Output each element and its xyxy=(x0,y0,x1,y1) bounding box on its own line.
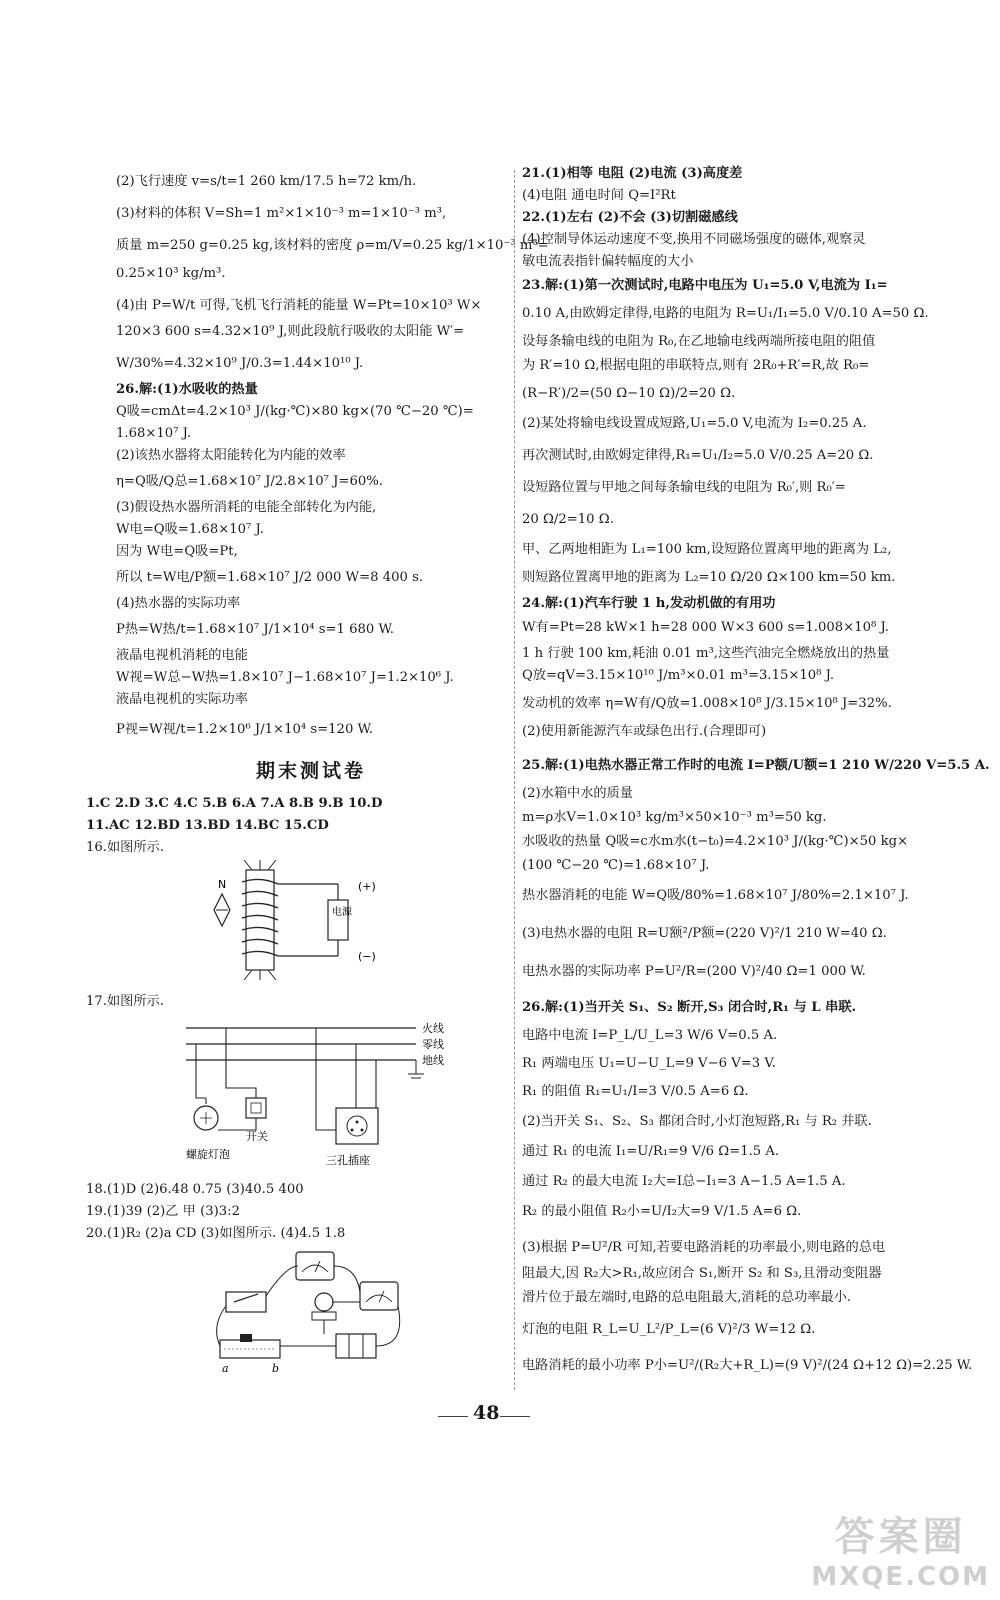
north-label: N xyxy=(218,878,227,891)
text-line: R₁ 两端电压 U₁=U−U_L=9 V−6 V=3 V. xyxy=(522,1056,776,1071)
switch-label: 开关 xyxy=(246,1130,268,1143)
switch-wire xyxy=(226,1028,256,1098)
plus-label: (+) xyxy=(358,880,376,893)
text-line: 设每条输电线的电阻为 R₀,在乙地输电线两端所接电阻的阻值 xyxy=(522,334,876,349)
text-line: 热水器消耗的电能 W=Q吸/80%=1.68×10⁷ J/80%=2.1×10⁷ J. xyxy=(522,888,909,903)
text-line: η=Q吸/Q总=1.68×10⁷ J/2.8×10⁷ J=60%. xyxy=(116,474,383,489)
watermark-url: MXQE.COM xyxy=(811,1562,990,1592)
text-line: 滑片位于最左端时,电路的总电阻最大,消耗的总功率最小. xyxy=(522,1290,852,1305)
text-line: 液晶电视机的实际功率 xyxy=(116,692,248,707)
bulb-label: 螺旋灯泡 xyxy=(186,1148,230,1161)
question-16: 16.如图所示. xyxy=(86,840,164,855)
switch-icon xyxy=(246,1098,266,1118)
question-23: 23.解:(1)第一次测试时,电路中电压为 U₁=5.0 V,电流为 I₁= xyxy=(522,278,888,293)
question-20: 20.(1)R₂ (2)a CD (3)如图所示. (4)4.5 1.8 xyxy=(86,1226,346,1241)
lamp-icon xyxy=(315,1293,333,1311)
coil-windings xyxy=(242,879,278,956)
text-line: (R−R′)/2=(50 Ω−10 Ω)/2=20 Ω. xyxy=(522,386,736,401)
text-line: 设短路位置与甲地之间每条输电线的电阻为 R₀′,则 R₀′= xyxy=(522,480,846,495)
text-line: 甲、乙两地相距为 L₁=100 km,设短路位置离甲地的距离为 L₂, xyxy=(522,542,892,557)
text-line: 为 R′=10 Ω,根据电阻的串联特点,则有 2R₀+R′=R,故 R₀= xyxy=(522,358,870,373)
text-line: 0.10 A,由欧姆定律得,电路的电阻为 R=U₁/I₁=5.0 V/0.10 A=50 Ω. xyxy=(522,306,929,321)
question-heading: 26.解:(1)水吸收的热量 xyxy=(116,382,258,397)
watermark-logo xyxy=(811,1505,990,1592)
question-25: 25.解:(1)电热水器正常工作时的电流 I=P额/U额=1 210 W/220 V=5.5 A. xyxy=(522,758,990,773)
text-line: W电=Q吸=1.68×10⁷ J. xyxy=(116,522,264,537)
bulb-wire xyxy=(196,1044,206,1104)
question-22: 22.(1)左右 (2)不会 (3)切割磁感线 xyxy=(522,210,738,225)
text-line: 0.25×10³ kg/m³. xyxy=(116,266,226,281)
text-line: (2)该热水器将太阳能转化为内能的效率 xyxy=(116,448,346,463)
page-number-rule-right xyxy=(500,1416,530,1417)
text-line: (2)飞行速度 v=s/t=1 260 km/17.5 h=72 km/h. xyxy=(116,174,417,189)
text-line: m=ρ水V=1.0×10³ kg/m³×50×10⁻³ m³=50 kg. xyxy=(522,810,827,825)
answers-line: 1.C 2.D 3.C 4.C 5.B 6.A 7.A 8.B 9.B 10.D xyxy=(86,796,383,811)
question-24: 24.解:(1)汽车行驶 1 h,发动机做的有用功 xyxy=(522,596,776,611)
question-21: 21.(1)相等 电阻 (2)电流 (3)高度差 xyxy=(522,166,743,181)
home-wiring-figure xyxy=(166,1018,476,1168)
socket-label: 三孔插座 xyxy=(326,1154,370,1167)
text-line: (2)水箱中水的质量 xyxy=(522,786,633,801)
page-number: 48 xyxy=(473,1402,500,1424)
text-line: 发动机的效率 η=W有/Q放=1.008×10⁸ J/3.15×10⁸ J=32%. xyxy=(522,696,892,711)
text-line: R₂ 的最小阻值 R₂小=U/I₂大=9 V/1.5 A=6 Ω. xyxy=(522,1204,802,1219)
text-line: 1.68×10⁷ J. xyxy=(116,426,192,441)
socket-icon xyxy=(336,1108,378,1144)
socket-wire-live xyxy=(316,1028,336,1130)
text-line: 阻最大,因 R₂大>R₁,故应闭合 S₁,断开 S₂ 和 S₃,且滑动变阻器 xyxy=(522,1266,882,1281)
battery-icon xyxy=(336,1334,376,1358)
question-26: 26.解:(1)当开关 S₁、S₂ 断开,S₃ 闭合时,R₁ 与 L 串联. xyxy=(522,1000,857,1015)
rheostat-slider xyxy=(240,1334,252,1342)
text-line: P热=W热/t=1.68×10⁷ J/1×10⁴ s=1 680 W. xyxy=(116,622,394,637)
text-line: 电路消耗的最小功率 P小=U²/(R₂大+R_L)=(9 V)²/(24 Ω+12 Ω)=2.25 W. xyxy=(522,1358,973,1373)
circuit-apparatus-figure xyxy=(206,1246,476,1376)
ammeter-icon xyxy=(296,1252,334,1280)
text-line: 1 h 行驶 100 km,耗油 0.01 m³,这些汽油完全燃烧放出的热量 xyxy=(522,646,890,661)
text-line: (4)电阻 通电时间 Q=I²Rt xyxy=(522,188,676,203)
voltmeter-icon xyxy=(360,1282,398,1310)
text-line: (4)热水器的实际功率 xyxy=(116,596,241,611)
text-line: (2)使用新能源汽车或绿色出行.(合理即可) xyxy=(522,724,767,739)
answers-line: 11.AC 12.BD 13.BD 14.BC 15.CD xyxy=(86,818,329,833)
text-line: 电路中电流 I=P_L/U_L=3 W/6 V=0.5 A. xyxy=(522,1028,778,1043)
text-line: (3)假设热水器所消耗的电能全部转化为内能, xyxy=(116,500,377,515)
text-line: (4)由 P=W/t 可得,飞机飞行消耗的能量 W=Pt=10×10³ W× xyxy=(116,298,482,313)
text-line: 电热水器的实际功率 P=U²/R=(200 V)²/40 Ω=1 000 W. xyxy=(522,964,866,979)
watermark-text: 答案圈 xyxy=(834,1514,967,1560)
text-line: P视=W视/t=1.2×10⁶ J/1×10⁴ s=120 W. xyxy=(116,722,373,737)
solenoid-figure xyxy=(208,860,418,980)
text-line: 水吸收的热量 Q吸=c水m水(t−t₀)=4.2×10³ J/(kg·℃)×50 kg× xyxy=(522,834,909,849)
minus-label: (−) xyxy=(358,950,376,963)
text-line: 120×3 600 s=4.32×10⁹ J,则此段航行吸收的太阳能 W′= xyxy=(116,324,465,339)
text-line: 液晶电视机消耗的电能 xyxy=(116,648,248,663)
text-line: (3)电热水器的电阻 R=U额²/P额=(220 V)²/1 210 W=40 Ω. xyxy=(522,926,887,941)
text-line: 质量 m=250 g=0.25 kg,该材料的密度 ρ=m/V=0.25 kg/1×10⁻³ m³= xyxy=(116,238,549,253)
text-line: (2)某处将输电线设置成短路,U₁=5.0 V,电流为 I₂=0.25 A. xyxy=(522,416,867,431)
text-line: Q放=qV=3.15×10¹⁰ J/m³×0.01 m³=3.15×10⁸ J. xyxy=(522,668,835,683)
text-line: W有=Pt=28 kW×1 h=28 000 W×3 600 s=1.008×10⁸ J. xyxy=(522,620,889,635)
text-line: (3)材料的体积 V=Sh=1 m²×1×10⁻³ m=1×10⁻³ m³, xyxy=(116,206,447,221)
page-number-rule-left xyxy=(438,1416,468,1417)
text-line: (4)控制导体运动速度不变,换用不同磁场强度的磁体,观察灵 xyxy=(522,232,866,247)
text-line: 通过 R₁ 的电流 I₁=U/R₁=9 V/6 Ω=1.5 A. xyxy=(522,1144,780,1159)
text-line: (2)当开关 S₁、S₂、S₃ 都闭合时,小灯泡短路,R₁ 与 R₂ 并联. xyxy=(522,1114,872,1129)
text-line: 20 Ω/2=10 Ω. xyxy=(522,512,614,527)
terminal-a-label: a xyxy=(222,1362,229,1375)
text-line: 再次测试时,由欧姆定律得,R₁=U₁/I₂=5.0 V/0.25 A=20 Ω. xyxy=(522,448,874,463)
text-line: 通过 R₂ 的最大电流 I₂大=I总−I₁=3 A−1.5 A=1.5 A. xyxy=(522,1174,846,1189)
question-19: 19.(1)39 (2)乙 甲 (3)3:2 xyxy=(86,1204,240,1219)
text-line: R₁ 的阻值 R₁=U₁/I=3 V/0.5 A=6 Ω. xyxy=(522,1084,749,1099)
question-17: 17.如图所示. xyxy=(86,994,164,1009)
terminal-b-label: b xyxy=(272,1362,280,1375)
live-label: 火线 xyxy=(422,1022,444,1035)
ground-label: 地线 xyxy=(422,1054,444,1067)
text-line: W视=W总−W热=1.8×10⁷ J−1.68×10⁷ J=1.2×10⁶ J. xyxy=(116,670,454,685)
column-divider xyxy=(514,170,515,1390)
switch-icon xyxy=(226,1292,266,1312)
iron-core xyxy=(246,870,274,970)
text-line: W/30%=4.32×10⁹ J/0.3=1.44×10¹⁰ J. xyxy=(116,356,364,371)
section-title: 期末测试卷 xyxy=(255,760,366,782)
text-line: 敏电流表指针偏转幅度的大小 xyxy=(522,254,694,269)
text-line: 则短路位置离甲地的距离为 L₂=10 Ω/20 Ω×100 km=50 km. xyxy=(522,570,896,585)
text-line: 因为 W电=Q吸=Pt, xyxy=(116,544,238,559)
text-line: (100 ℃−20 ℃)=1.68×10⁷ J. xyxy=(522,858,710,873)
question-18: 18.(1)D (2)6.48 0.75 (3)40.5 400 xyxy=(86,1182,304,1197)
neutral-label: 零线 xyxy=(422,1038,444,1051)
field-lines xyxy=(244,860,276,980)
text-line: Q吸=cmΔt=4.2×10³ J/(kg·℃)×80 kg×(70 ℃−20 ℃)= xyxy=(116,404,474,419)
text-line: 所以 t=W电/P额=1.68×10⁷ J/2 000 W=8 400 s. xyxy=(116,570,424,585)
text-line: (3)根据 P=U²/R 可知,若要电路消耗的功率最小,则电路的总电 xyxy=(522,1240,886,1255)
source-label: 电源 xyxy=(332,907,352,918)
text-line: 灯泡的电阻 R_L=U_L²/P_L=(6 V)²/3 W=12 Ω. xyxy=(522,1322,816,1337)
power-source-box xyxy=(328,900,348,940)
